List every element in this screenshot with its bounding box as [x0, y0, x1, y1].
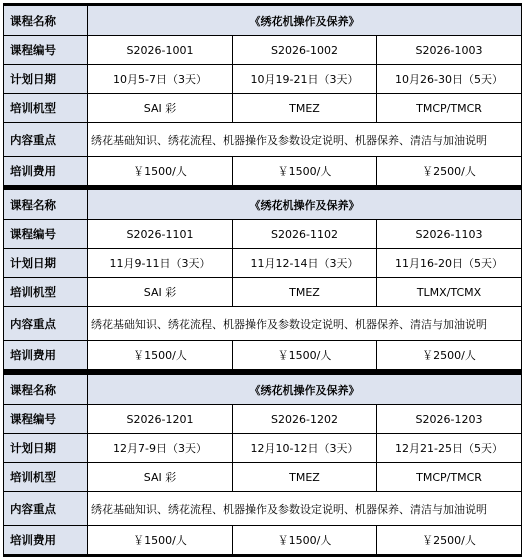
training-fee-row: [4, 341, 522, 371]
training-fee-cell: ￥1500/人: [233, 526, 377, 556]
course-code-cell: S2026-1202: [233, 405, 377, 434]
machine-model-cell: TMEZ: [233, 463, 377, 492]
course-name-row: [4, 189, 522, 220]
machine-model-cell: SAI 彩: [88, 94, 233, 123]
course-code-cell: S2026-1103: [377, 220, 522, 249]
content-focus-text: 绣花基础知识、绣花流程、机器操作及参数设定说明、机器保养、清洁与加油说明: [88, 492, 522, 526]
course-name-label: 课程名称: [4, 189, 88, 220]
course-name-label: 课程名称: [4, 374, 88, 405]
plan-date-row: [4, 65, 522, 94]
course-name-row: [4, 374, 522, 405]
machine-model-cell: TMEZ: [233, 278, 377, 307]
course-code-label: 课程编号: [4, 220, 88, 249]
course-code-label: 课程编号: [4, 36, 88, 65]
plan-date-cell: 11月12-14日（3天）: [233, 249, 377, 278]
machine-model-row: [4, 278, 522, 307]
plan-date-label: 计划日期: [4, 249, 88, 278]
training-fee-cell: ￥2500/人: [377, 157, 522, 187]
training-fee-label: 培训费用: [4, 157, 88, 187]
machine-model-cell: TMCP/TMCR: [377, 94, 522, 123]
machine-model-label: 培训机型: [4, 94, 88, 123]
training-fee-row: [4, 526, 522, 556]
content-focus-label: 内容重点: [4, 123, 88, 157]
machine-model-cell: TLMX/TCMX: [377, 278, 522, 307]
content-focus-text: 绣花基础知识、绣花流程、机器操作及参数设定说明、机器保养、清洁与加油说明: [88, 123, 522, 157]
plan-date-cell: 12月7-9日（3天）: [88, 434, 233, 463]
plan-date-cell: 12月10-12日（3天）: [233, 434, 377, 463]
plan-date-label: 计划日期: [4, 434, 88, 463]
course-code-cell: S2026-1203: [377, 405, 522, 434]
training-fee-cell: ￥2500/人: [377, 526, 522, 556]
course-code-cell: S2026-1201: [88, 405, 233, 434]
course-table-november: [3, 187, 522, 372]
plan-date-cell: 11月16-20日（5天）: [377, 249, 522, 278]
training-fee-cell: ￥1500/人: [88, 341, 233, 371]
training-fee-cell: ￥2500/人: [377, 341, 522, 371]
course-title: 《绣花机操作及保养》: [88, 189, 522, 220]
course-name-label: 课程名称: [4, 5, 88, 36]
course-code-label: 课程编号: [4, 405, 88, 434]
machine-model-cell: TMCP/TMCR: [377, 463, 522, 492]
content-focus-text: 绣花基础知识、绣花流程、机器操作及参数设定说明、机器保养、清洁与加油说明: [88, 307, 522, 341]
content-focus-row: [4, 492, 522, 526]
course-code-cell: S2026-1102: [233, 220, 377, 249]
training-fee-cell: ￥1500/人: [233, 341, 377, 371]
training-fee-row: [4, 157, 522, 187]
plan-date-cell: 10月19-21日（3天）: [233, 65, 377, 94]
plan-date-label: 计划日期: [4, 65, 88, 94]
training-fee-label: 培训费用: [4, 526, 88, 556]
machine-model-label: 培训机型: [4, 463, 88, 492]
content-focus-row: [4, 123, 522, 157]
plan-date-cell: 10月5-7日（3天）: [88, 65, 233, 94]
course-code-cell: S2026-1002: [233, 36, 377, 65]
course-code-cell: S2026-1001: [88, 36, 233, 65]
training-fee-cell: ￥1500/人: [88, 526, 233, 556]
content-focus-row: [4, 307, 522, 341]
course-table-december: [3, 372, 522, 557]
course-code-row: [4, 405, 522, 434]
machine-model-row: [4, 463, 522, 492]
training-fee-label: 培训费用: [4, 341, 88, 371]
plan-date-cell: 11月9-11日（3天）: [88, 249, 233, 278]
plan-date-row: [4, 249, 522, 278]
content-focus-label: 内容重点: [4, 307, 88, 341]
course-title: 《绣花机操作及保养》: [88, 5, 522, 36]
training-fee-cell: ￥1500/人: [88, 157, 233, 187]
machine-model-cell: TMEZ: [233, 94, 377, 123]
plan-date-row: [4, 434, 522, 463]
machine-model-cell: SAI 彩: [88, 278, 233, 307]
training-fee-cell: ￥1500/人: [233, 157, 377, 187]
course-code-row: [4, 36, 522, 65]
course-code-cell: S2026-1003: [377, 36, 522, 65]
plan-date-cell: 12月21-25日（5天）: [377, 434, 522, 463]
course-code-cell: S2026-1101: [88, 220, 233, 249]
plan-date-cell: 10月26-30日（5天）: [377, 65, 522, 94]
course-table-october: [3, 3, 522, 188]
course-title: 《绣花机操作及保养》: [88, 374, 522, 405]
course-code-row: [4, 220, 522, 249]
machine-model-row: [4, 94, 522, 123]
course-name-row: [4, 5, 522, 36]
machine-model-cell: SAI 彩: [88, 463, 233, 492]
content-focus-label: 内容重点: [4, 492, 88, 526]
machine-model-label: 培训机型: [4, 278, 88, 307]
